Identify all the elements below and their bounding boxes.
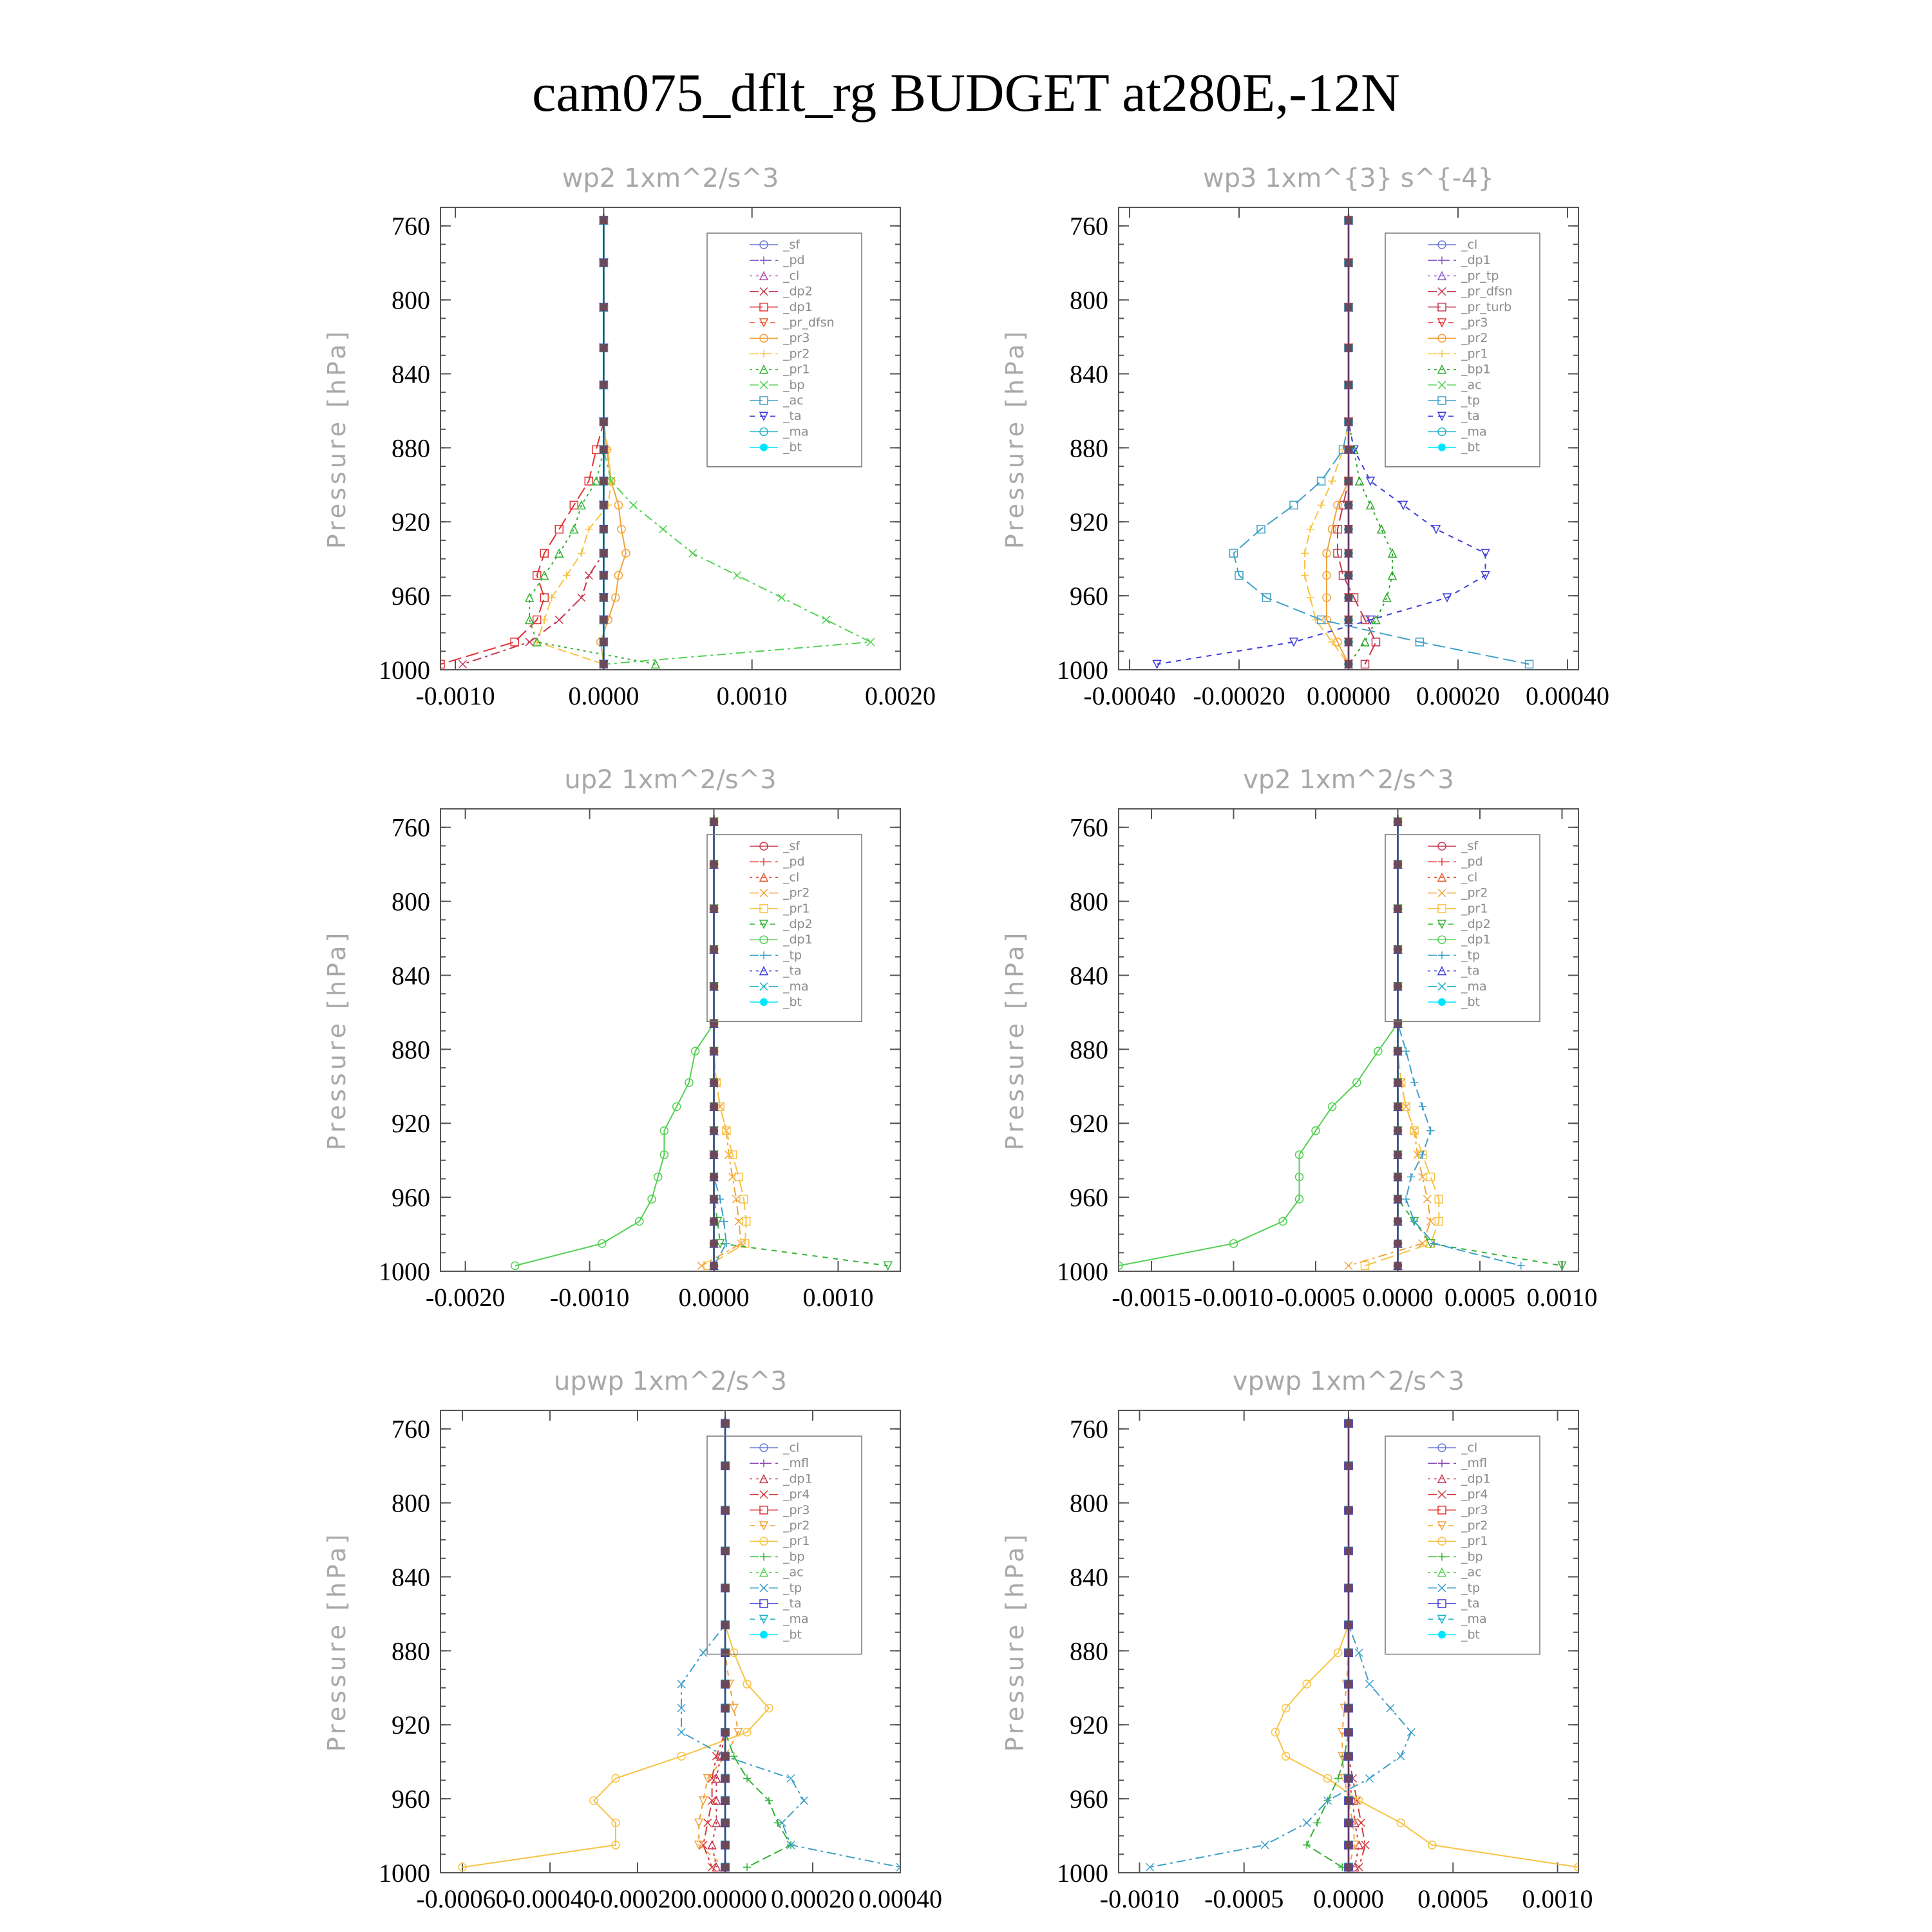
y-tick-label: 800 xyxy=(1070,887,1108,916)
y-tick-label: 760 xyxy=(1070,813,1108,842)
zero-point xyxy=(710,1173,718,1181)
zero-point xyxy=(1394,1103,1402,1110)
zero-point xyxy=(1345,1621,1352,1629)
x-tick-label: 0.00000 xyxy=(683,1884,767,1913)
y-axis-label: Pressure [hPa] xyxy=(323,328,351,549)
zero-point xyxy=(721,1841,729,1849)
y-tick-label: 880 xyxy=(392,1035,430,1065)
legend-label: _cl xyxy=(783,269,800,283)
legend-label: _ta xyxy=(1461,1596,1480,1611)
legend-label: _cl xyxy=(1461,870,1478,885)
panel-title: vpwp 1xm^2/s^3 xyxy=(1232,1367,1465,1396)
zero-point xyxy=(710,1151,718,1159)
y-tick-label: 1000 xyxy=(379,1859,430,1888)
zero-point xyxy=(1394,983,1402,990)
legend-label: _tp xyxy=(1461,948,1481,963)
x-tick-label: -0.0005 xyxy=(1204,1884,1284,1913)
legend-marker xyxy=(760,1631,768,1638)
zero-point xyxy=(1345,303,1352,311)
zero-point xyxy=(721,1863,729,1871)
zero-point xyxy=(1345,216,1352,224)
legend-marker xyxy=(1438,1631,1446,1638)
zero-point xyxy=(1394,1240,1402,1247)
zero-point xyxy=(721,1680,729,1688)
legend-label: _sf xyxy=(783,238,800,252)
zero-point xyxy=(721,1649,729,1656)
legend-label: _bp xyxy=(783,377,805,392)
zero-point xyxy=(721,1775,729,1783)
zero-point xyxy=(1345,259,1352,267)
legend-label: _pr1 xyxy=(1461,901,1488,916)
zero-point xyxy=(600,344,607,352)
zero-point xyxy=(721,1584,729,1592)
y-tick-label: 1000 xyxy=(1057,1257,1108,1286)
legend-label: _pr2 xyxy=(1461,886,1488,900)
legend-label: _mfl xyxy=(1461,1456,1487,1471)
legend-label: _sf xyxy=(783,839,800,853)
x-tick-label: -0.0005 xyxy=(1276,1283,1356,1312)
zero-point xyxy=(600,526,607,533)
y-tick-label: 1000 xyxy=(379,656,430,685)
legend-label: _tp xyxy=(783,1580,802,1595)
x-tick-label: 0.0010 xyxy=(716,681,788,710)
y-tick-label: 880 xyxy=(1070,433,1108,463)
legend-label: _mfl xyxy=(783,1456,809,1471)
legend-marker xyxy=(1438,998,1446,1006)
zero-point xyxy=(1345,1704,1352,1712)
legend-label: _pr4 xyxy=(1461,1487,1488,1502)
zero-point xyxy=(1345,1680,1352,1688)
zero-point xyxy=(1345,572,1352,580)
x-tick-label: 0.0010 xyxy=(1526,1283,1598,1312)
legend-label: _pr3 xyxy=(783,1502,810,1517)
zero-point xyxy=(600,216,607,224)
zero-point xyxy=(1345,526,1352,533)
legend-label: _pr2 xyxy=(783,886,810,900)
legend-label: _bp1 xyxy=(1461,362,1491,377)
x-tick-label: 0.0005 xyxy=(1417,1884,1489,1913)
zero-point xyxy=(710,1217,718,1225)
legend-label: _dp1 xyxy=(1461,1472,1491,1486)
legend-label: _tp xyxy=(1461,1580,1481,1595)
legend-label: _pd xyxy=(1461,855,1483,869)
zero-point xyxy=(1394,1262,1402,1269)
zero-point xyxy=(721,1797,729,1804)
zero-point xyxy=(1345,1841,1352,1849)
x-tick-label: 0.0000 xyxy=(568,681,639,710)
zero-point xyxy=(600,638,607,646)
x-tick-label: -0.0010 xyxy=(1193,1283,1274,1312)
legend-label: _pd xyxy=(783,855,805,869)
zero-point xyxy=(710,1079,718,1086)
zero-point xyxy=(600,259,607,267)
legend-label: _dp1 xyxy=(1461,933,1491,947)
y-axis-label: Pressure [hPa] xyxy=(1001,1531,1029,1752)
x-tick-label: 0.00020 xyxy=(771,1884,855,1913)
y-tick-label: 960 xyxy=(392,582,430,611)
x-tick-label: 0.0000 xyxy=(1313,1884,1384,1913)
zero-point xyxy=(600,381,607,389)
legend-label: _pr3 xyxy=(783,331,810,346)
y-tick-label: 1000 xyxy=(379,1257,430,1286)
zero-point xyxy=(1394,1173,1402,1181)
y-axis-label: Pressure [hPa] xyxy=(323,1531,351,1752)
x-tick-label: 0.0005 xyxy=(1444,1283,1515,1312)
panel-title: upwp 1xm^2/s^3 xyxy=(554,1367,787,1396)
zero-point xyxy=(1345,418,1352,426)
zero-point xyxy=(710,1019,718,1027)
legend-label: _ma xyxy=(783,424,809,439)
y-tick-label: 760 xyxy=(392,211,430,241)
zero-point xyxy=(1345,1728,1352,1736)
zero-point xyxy=(600,572,607,580)
legend-label: _bt xyxy=(783,440,802,455)
x-tick-label: -0.00060 xyxy=(416,1884,509,1913)
y-tick-label: 920 xyxy=(392,1109,430,1139)
zero-point xyxy=(1345,1752,1352,1760)
legend-label: _pr1 xyxy=(783,362,810,377)
x-tick-label: 0.0000 xyxy=(678,1283,750,1312)
y-tick-label: 800 xyxy=(1070,1488,1108,1518)
x-tick-label: -0.00040 xyxy=(1083,681,1176,710)
x-tick-label: 0.00040 xyxy=(1526,681,1609,710)
legend-label: _pr_tp xyxy=(1461,269,1499,283)
x-tick-label: 0.00040 xyxy=(858,1884,942,1913)
zero-point xyxy=(1394,1217,1402,1225)
y-tick-label: 880 xyxy=(1070,1035,1108,1065)
legend-label: _ma xyxy=(783,979,809,994)
x-tick-label: -0.0010 xyxy=(415,681,495,710)
zero-point xyxy=(1345,638,1352,646)
y-tick-label: 1000 xyxy=(1057,656,1108,685)
zero-point xyxy=(1345,1797,1352,1804)
y-tick-label: 920 xyxy=(392,507,430,537)
zero-point xyxy=(721,1506,729,1514)
y-tick-label: 800 xyxy=(1070,285,1108,315)
zero-point xyxy=(1345,381,1352,389)
y-tick-label: 760 xyxy=(392,1414,430,1444)
zero-point xyxy=(721,1752,729,1760)
legend-label: _dp1 xyxy=(783,299,813,314)
zero-point xyxy=(1345,549,1352,557)
legend-label: _dp2 xyxy=(783,284,813,299)
zero-point xyxy=(710,983,718,990)
zero-point xyxy=(600,501,607,509)
x-tick-label: -0.00020 xyxy=(591,1884,684,1913)
y-axis-label: Pressure [hPa] xyxy=(1001,328,1029,549)
legend-label: _pr_dfsn xyxy=(1461,284,1513,299)
legend-label: _ta xyxy=(783,1596,802,1611)
panel-title: vp2 1xm^2/s^3 xyxy=(1243,765,1454,795)
x-tick-label: 0.0020 xyxy=(865,681,936,710)
legend-label: _ac xyxy=(1461,377,1482,392)
zero-point xyxy=(1345,1462,1352,1470)
y-tick-label: 760 xyxy=(1070,211,1108,241)
zero-point xyxy=(721,1704,729,1712)
zero-point xyxy=(710,1127,718,1135)
x-tick-label: -0.0010 xyxy=(549,1283,630,1312)
legend-label: _sf xyxy=(1461,839,1479,853)
legend-label: _cl xyxy=(1461,238,1478,252)
y-tick-label: 920 xyxy=(1070,1109,1108,1139)
zero-point xyxy=(1345,446,1352,453)
zero-point xyxy=(600,616,607,623)
legend-label: _bp xyxy=(1461,1549,1483,1564)
zero-point xyxy=(1394,945,1402,953)
zero-point xyxy=(1345,1775,1352,1783)
legend-label: _ma xyxy=(1461,1612,1487,1627)
legend-label: _pr1 xyxy=(783,901,810,916)
legend-label: _bp xyxy=(783,1549,805,1564)
zero-point xyxy=(1345,501,1352,509)
legend-label: _ma xyxy=(1461,979,1487,994)
y-tick-label: 880 xyxy=(392,1636,430,1666)
legend-label: _dp1 xyxy=(1461,253,1491,268)
y-tick-label: 840 xyxy=(1070,1562,1108,1592)
zero-point xyxy=(721,1462,729,1470)
legend-marker xyxy=(760,998,768,1006)
x-tick-label: -0.0015 xyxy=(1112,1283,1191,1312)
legend-label: _pr2 xyxy=(1461,1519,1488,1533)
y-axis-label: Pressure [hPa] xyxy=(323,929,351,1151)
legend-label: _pr2 xyxy=(783,1519,810,1533)
zero-point xyxy=(600,418,607,426)
legend-label: _pd xyxy=(783,253,805,268)
y-tick-label: 920 xyxy=(1070,507,1108,537)
legend-label: _ma xyxy=(1461,424,1487,439)
legend-label: _dp2 xyxy=(1461,917,1491,931)
panel-title: wp2 1xm^2/s^3 xyxy=(562,164,779,193)
zero-point xyxy=(710,905,718,913)
legend-label: _ta xyxy=(783,963,802,978)
y-tick-label: 880 xyxy=(1070,1636,1108,1666)
legend-label: _dp1 xyxy=(783,933,813,947)
y-tick-label: 960 xyxy=(1070,582,1108,611)
legend-label: _ac xyxy=(783,393,804,408)
zero-point xyxy=(710,818,718,826)
y-tick-label: 840 xyxy=(1070,961,1108,990)
legend-marker xyxy=(760,444,768,451)
x-tick-label: 0.00020 xyxy=(1416,681,1500,710)
y-tick-label: 960 xyxy=(392,1183,430,1213)
y-tick-label: 960 xyxy=(1070,1183,1108,1213)
zero-point xyxy=(1394,1019,1402,1027)
legend-label: _pr2 xyxy=(1461,331,1488,346)
legend-label: _pr1 xyxy=(1461,346,1488,361)
zero-point xyxy=(1345,477,1352,485)
y-axis-label: Pressure [hPa] xyxy=(1001,929,1029,1151)
y-tick-label: 800 xyxy=(392,285,430,315)
zero-point xyxy=(710,1103,718,1110)
zero-point xyxy=(600,446,607,453)
zero-point xyxy=(1345,1547,1352,1555)
x-tick-label: -0.00040 xyxy=(504,1884,596,1913)
y-tick-label: 840 xyxy=(1070,359,1108,389)
legend-label: _pr_dfsn xyxy=(783,316,835,330)
figure-title: cam075_dflt_rg BUDGET at280E,-12N xyxy=(532,63,1400,123)
legend-label: _pr3 xyxy=(1461,316,1488,330)
legend-label: _tp xyxy=(783,948,802,963)
legend-label: _ac xyxy=(783,1565,804,1580)
zero-point xyxy=(710,1262,718,1269)
zero-point xyxy=(1394,1079,1402,1086)
x-tick-label: 0.0010 xyxy=(802,1283,874,1312)
y-tick-label: 840 xyxy=(392,359,430,389)
legend-label: _bt xyxy=(783,1627,802,1642)
legend-label: _pr_turb xyxy=(1461,299,1512,314)
zero-point xyxy=(1345,660,1352,668)
zero-point xyxy=(600,660,607,668)
zero-point xyxy=(1345,344,1352,352)
y-tick-label: 920 xyxy=(392,1710,430,1740)
x-tick-label: -0.00020 xyxy=(1193,681,1285,710)
y-tick-label: 960 xyxy=(1070,1785,1108,1814)
zero-point xyxy=(721,1547,729,1555)
zero-point xyxy=(710,860,718,868)
zero-point xyxy=(1345,1819,1352,1826)
legend-label: _pr1 xyxy=(1461,1534,1488,1549)
zero-point xyxy=(1394,818,1402,826)
zero-point xyxy=(710,1047,718,1055)
legend-label: _cl xyxy=(783,870,800,885)
legend-label: _ta xyxy=(1461,963,1480,978)
zero-point xyxy=(600,594,607,601)
y-tick-label: 960 xyxy=(392,1785,430,1814)
legend-label: _ma xyxy=(783,1612,809,1627)
legend-label: _cl xyxy=(1461,1441,1478,1455)
x-tick-label: 0.0010 xyxy=(1522,1884,1593,1913)
y-tick-label: 880 xyxy=(392,433,430,463)
zero-point xyxy=(1394,1195,1402,1203)
zero-point xyxy=(1394,905,1402,913)
zero-point xyxy=(1345,1863,1352,1871)
x-tick-label: 0.0000 xyxy=(1362,1283,1434,1312)
zero-point xyxy=(1345,1506,1352,1514)
zero-point xyxy=(721,1728,729,1736)
legend-label: _ta xyxy=(783,409,802,424)
y-tick-label: 840 xyxy=(392,1562,430,1592)
y-tick-label: 760 xyxy=(1070,1414,1108,1444)
zero-point xyxy=(1345,616,1352,623)
zero-point xyxy=(710,945,718,953)
panel-title: wp3 1xm^{3} s^{-4} xyxy=(1202,164,1495,193)
legend-marker xyxy=(1438,444,1446,451)
zero-point xyxy=(710,1240,718,1247)
legend-label: _pr1 xyxy=(783,1534,810,1549)
legend-label: _pr3 xyxy=(1461,1502,1488,1517)
legend-label: _bt xyxy=(1461,440,1481,455)
zero-point xyxy=(1394,860,1402,868)
y-tick-label: 800 xyxy=(392,887,430,916)
legend-label: _ta xyxy=(1461,409,1480,424)
legend-label: _pr4 xyxy=(783,1487,810,1502)
zero-point xyxy=(600,549,607,557)
x-tick-label: 0.00000 xyxy=(1307,681,1390,710)
legend-label: _ac xyxy=(1461,1565,1482,1580)
zero-point xyxy=(600,477,607,485)
zero-point xyxy=(1345,1584,1352,1592)
legend-label: _dp1 xyxy=(783,1472,813,1486)
y-tick-label: 1000 xyxy=(1057,1859,1108,1888)
zero-point xyxy=(721,1419,729,1427)
legend-label: _pr2 xyxy=(783,346,810,361)
x-tick-label: -0.0020 xyxy=(425,1283,506,1312)
zero-point xyxy=(1345,1419,1352,1427)
y-tick-label: 920 xyxy=(1070,1710,1108,1740)
panel-title: up2 1xm^2/s^3 xyxy=(564,765,777,795)
legend-label: _bt xyxy=(1461,995,1481,1009)
y-tick-label: 760 xyxy=(392,813,430,842)
legend-label: _bt xyxy=(1461,1627,1481,1642)
zero-point xyxy=(1345,1649,1352,1656)
zero-point xyxy=(1394,1151,1402,1159)
legend-label: _bt xyxy=(783,995,802,1009)
legend-label: _tp xyxy=(1461,393,1481,408)
y-tick-label: 840 xyxy=(392,961,430,990)
x-tick-label: -0.0010 xyxy=(1099,1884,1180,1913)
zero-point xyxy=(721,1819,729,1826)
zero-point xyxy=(1394,1047,1402,1055)
zero-point xyxy=(1394,1127,1402,1135)
zero-point xyxy=(1345,594,1352,601)
legend-label: _cl xyxy=(783,1441,800,1455)
legend-label: _dp2 xyxy=(783,917,813,931)
zero-point xyxy=(600,303,607,311)
zero-point xyxy=(721,1621,729,1629)
y-tick-label: 800 xyxy=(392,1488,430,1518)
zero-point xyxy=(710,1195,718,1203)
